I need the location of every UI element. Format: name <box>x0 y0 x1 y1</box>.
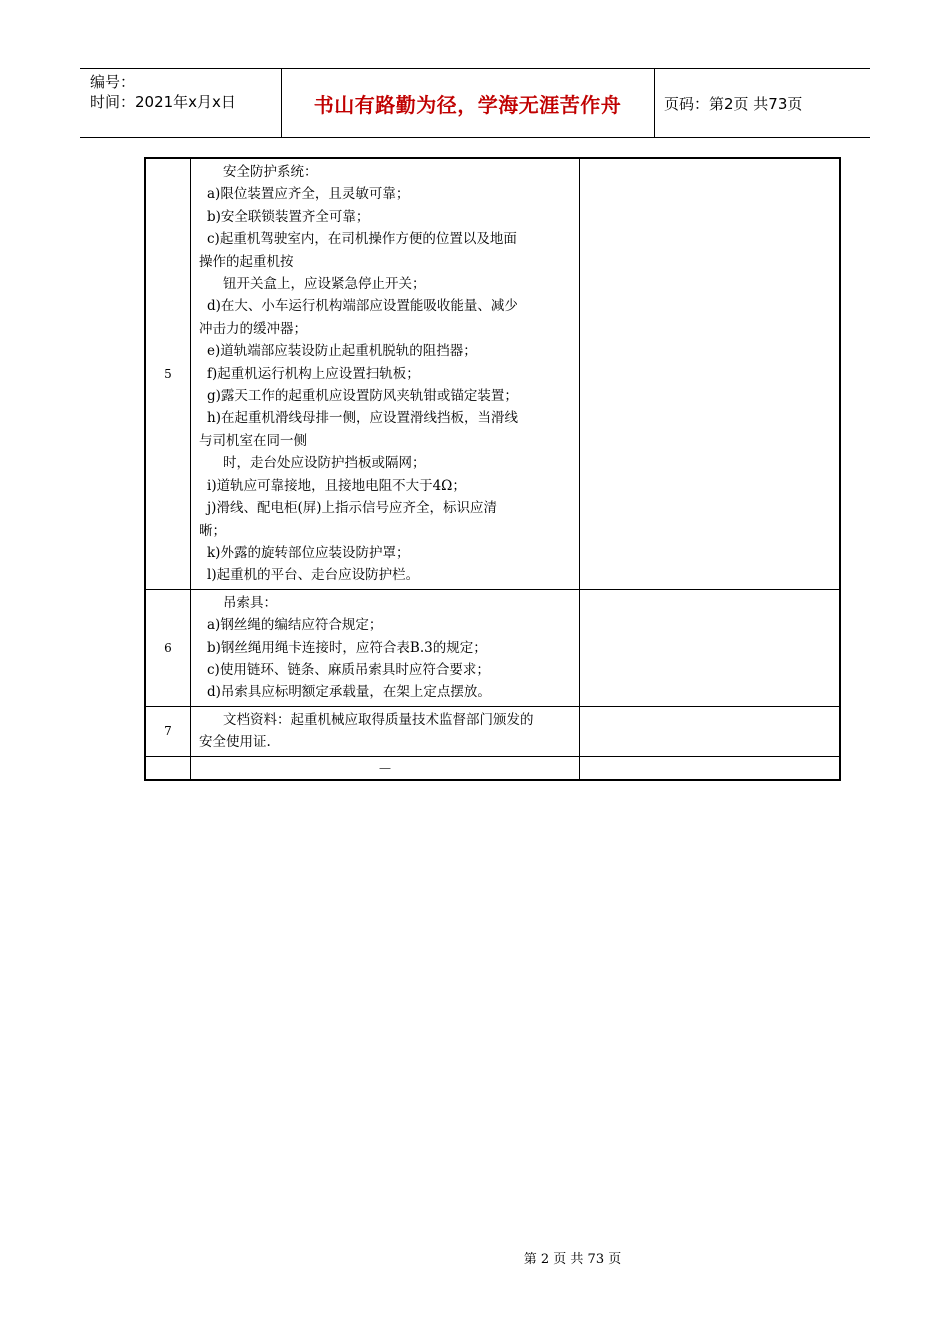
content-line: 吊索具： <box>223 594 277 611</box>
motto-text: 书山有路勤为径，学海无涯苦作舟 <box>313 92 622 117</box>
content-line: k)外露的旋转部位应装设防护罩； <box>207 544 410 561</box>
header-meta <box>80 69 282 137</box>
page-header <box>80 68 870 138</box>
content-line: 安全使用证. <box>199 734 271 751</box>
content-line: e)道轨端部应装设防止起重机脱轨的阻挡器； <box>207 343 477 360</box>
serial-label: 编号： <box>90 73 136 91</box>
content-line: i)道轨应可靠接地，且接地电阻不大于4Ω； <box>207 477 466 494</box>
page-footer <box>0 1248 950 1267</box>
header-page-info <box>654 69 870 137</box>
content-line: b)安全联锁装置齐全可靠； <box>207 208 370 225</box>
content-line: c)起重机驾驶室内，在司机操作方便的位置以及地面 <box>207 231 517 248</box>
content-line: 文档资料：起重机械应取得质量技术监督部门颁发的 <box>223 711 534 728</box>
page-label: 页码：第2页 共73页 <box>664 94 803 113</box>
table-row <box>145 158 840 589</box>
item-number: 5 <box>145 158 191 589</box>
content-line: 时，走台处应设防护挡板或隔网； <box>223 455 426 472</box>
content-line: 操作的起重机按 <box>199 253 294 270</box>
content-line: 钮开关盒上，应设紧急停止开关； <box>223 276 426 293</box>
content-line: a)钢丝绳的编结应符合规定； <box>207 617 383 634</box>
content-line: 与司机室在同一侧 <box>199 432 307 449</box>
content-line: 晰； <box>199 522 226 539</box>
dash-cell: — <box>191 756 580 780</box>
content-line: d)吊索具应标明额定承载量，在架上定点摆放。 <box>207 684 491 701</box>
result-cell <box>580 158 841 589</box>
content-line: l)起重机的平台、走台应设防护栏。 <box>207 567 420 584</box>
footer-page-number: 第 2 页 共 73 页 <box>523 1252 622 1267</box>
item-content <box>191 158 580 589</box>
content-line: a)限位装置应齐全，且灵敏可靠； <box>207 186 410 203</box>
header-motto <box>281 69 655 137</box>
content-line: 安全防护系统： <box>223 164 318 180</box>
content-line: g)露天工作的起重机应设置防风夹轨钳或锚定装置； <box>207 388 518 405</box>
item-content <box>191 589 580 706</box>
content-line: f)起重机运行机构上应设置扫轨板； <box>207 365 420 382</box>
result-cell <box>580 589 841 706</box>
table-row <box>145 589 840 706</box>
checklist-table <box>144 157 841 781</box>
empty-cell <box>580 756 841 780</box>
table-row <box>145 706 840 756</box>
table-row-empty <box>145 756 840 780</box>
item-number: 7 <box>145 706 191 756</box>
item-number: 6 <box>145 589 191 706</box>
content-line: c)使用链环、链条、麻质吊索具时应符合要求； <box>207 661 490 678</box>
content-line: d)在大、小车运行机构端部应设置能吸收能量、减少 <box>207 298 518 315</box>
empty-cell <box>145 756 191 780</box>
content-line: j)滑线、配电柜(屏)上指示信号应齐全，标识应清 <box>207 500 497 517</box>
content-line: 冲击力的缓冲器； <box>199 320 307 337</box>
result-cell <box>580 706 841 756</box>
time-label: 时间：2021年x月x日 <box>90 93 236 111</box>
content-line: b)钢丝绳用绳卡连接时，应符合表B.3的规定； <box>207 639 487 656</box>
item-content <box>191 706 580 756</box>
content-line: h)在起重机滑线母排一侧，应设置滑线挡板，当滑线 <box>207 410 518 427</box>
